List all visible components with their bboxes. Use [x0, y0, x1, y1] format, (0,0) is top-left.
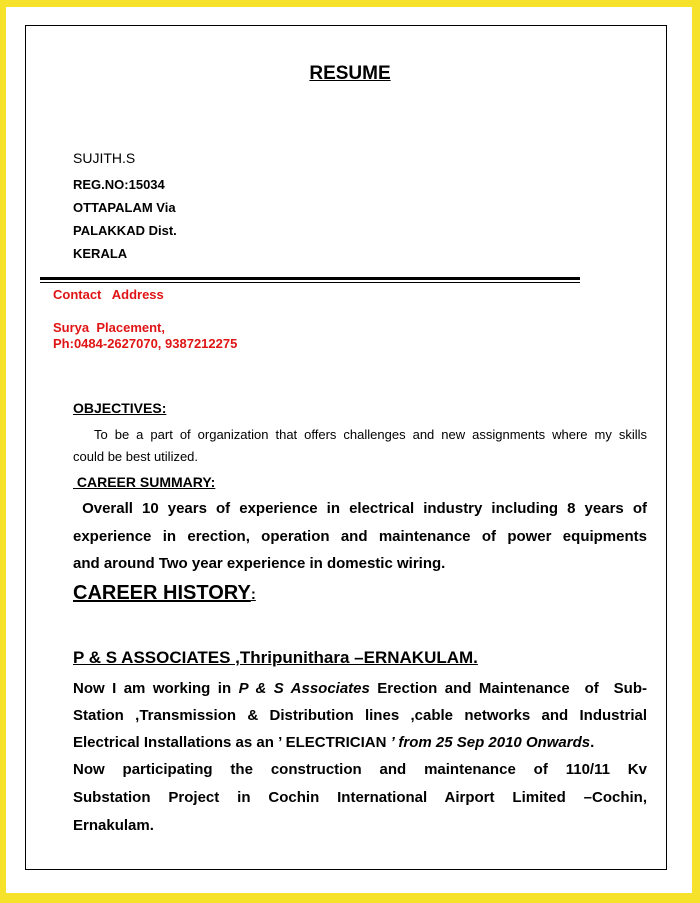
- history-para1-line-1: [73, 680, 647, 697]
- history-para1-period: .: [590, 734, 595, 751]
- address-line-1: OTTAPALAM Via: [73, 200, 176, 215]
- reg-number: REG.NO:15034: [73, 177, 165, 192]
- career-summary-line-1: Overall 10 years of experience in electrical industry including 8 years of: [73, 500, 647, 517]
- header-divider-thick: [40, 277, 580, 280]
- career-history-heading-text: CAREER HISTORY: [73, 582, 251, 604]
- history-para2-line-1: Now participating the construction and maintenance of 110/11 Kv: [73, 761, 647, 778]
- history-para1-line-2: Station ,Transmission & Distribution lines ,cable networks and Industrial: [73, 707, 647, 724]
- contact-line-1: Surya Placement,: [53, 320, 165, 335]
- resume-title: RESUME: [309, 63, 391, 84]
- objectives-heading: OBJECTIVES:: [73, 400, 167, 416]
- contact-address-label: Contact Address: [53, 287, 164, 302]
- address-line-3: KERALA: [73, 246, 128, 261]
- career-summary-line-2: experience in erection, operation and maintenance of power equipments: [73, 528, 647, 545]
- history-para1-text-a: Now I am working in: [73, 680, 239, 697]
- career-summary-heading: CAREER SUMMARY:: [73, 474, 216, 490]
- history-para2-line-3: Ernakulam.: [73, 817, 154, 834]
- candidate-name: SUJITH.S: [73, 150, 136, 166]
- company-heading: P & S ASSOCIATES ,Thripunithara –ERNAKULAM.: [73, 648, 478, 667]
- objectives-line-1: To be a part of organization that offers challenges and new assignments where my skills: [94, 427, 647, 442]
- address-line-2: PALAKKAD Dist.: [73, 223, 177, 238]
- history-para1-line-3: [73, 734, 594, 751]
- header-divider-thin: [40, 282, 580, 283]
- history-para1-role: Electrical Installations as an ’ ELECTRICIAN: [73, 734, 391, 751]
- career-history-heading: [73, 582, 256, 605]
- history-para1-company: P & S Associates: [238, 680, 370, 697]
- contact-phone: Ph:0484-2627070, 9387212275: [53, 336, 238, 351]
- history-para2-line-2: Substation Project in Cochin International Airport Limited –Cochin,: [73, 789, 647, 806]
- career-summary-line-3: and around Two year experience in domestic wiring.: [73, 555, 446, 572]
- objectives-line-2: could be best utilized.: [73, 449, 199, 464]
- career-history-heading-colon: :: [250, 586, 256, 603]
- history-para1-text-c: Erection and Maintenance of Sub-: [369, 680, 647, 697]
- history-para1-date: ’ from 25 Sep 2010 Onwards: [390, 734, 591, 751]
